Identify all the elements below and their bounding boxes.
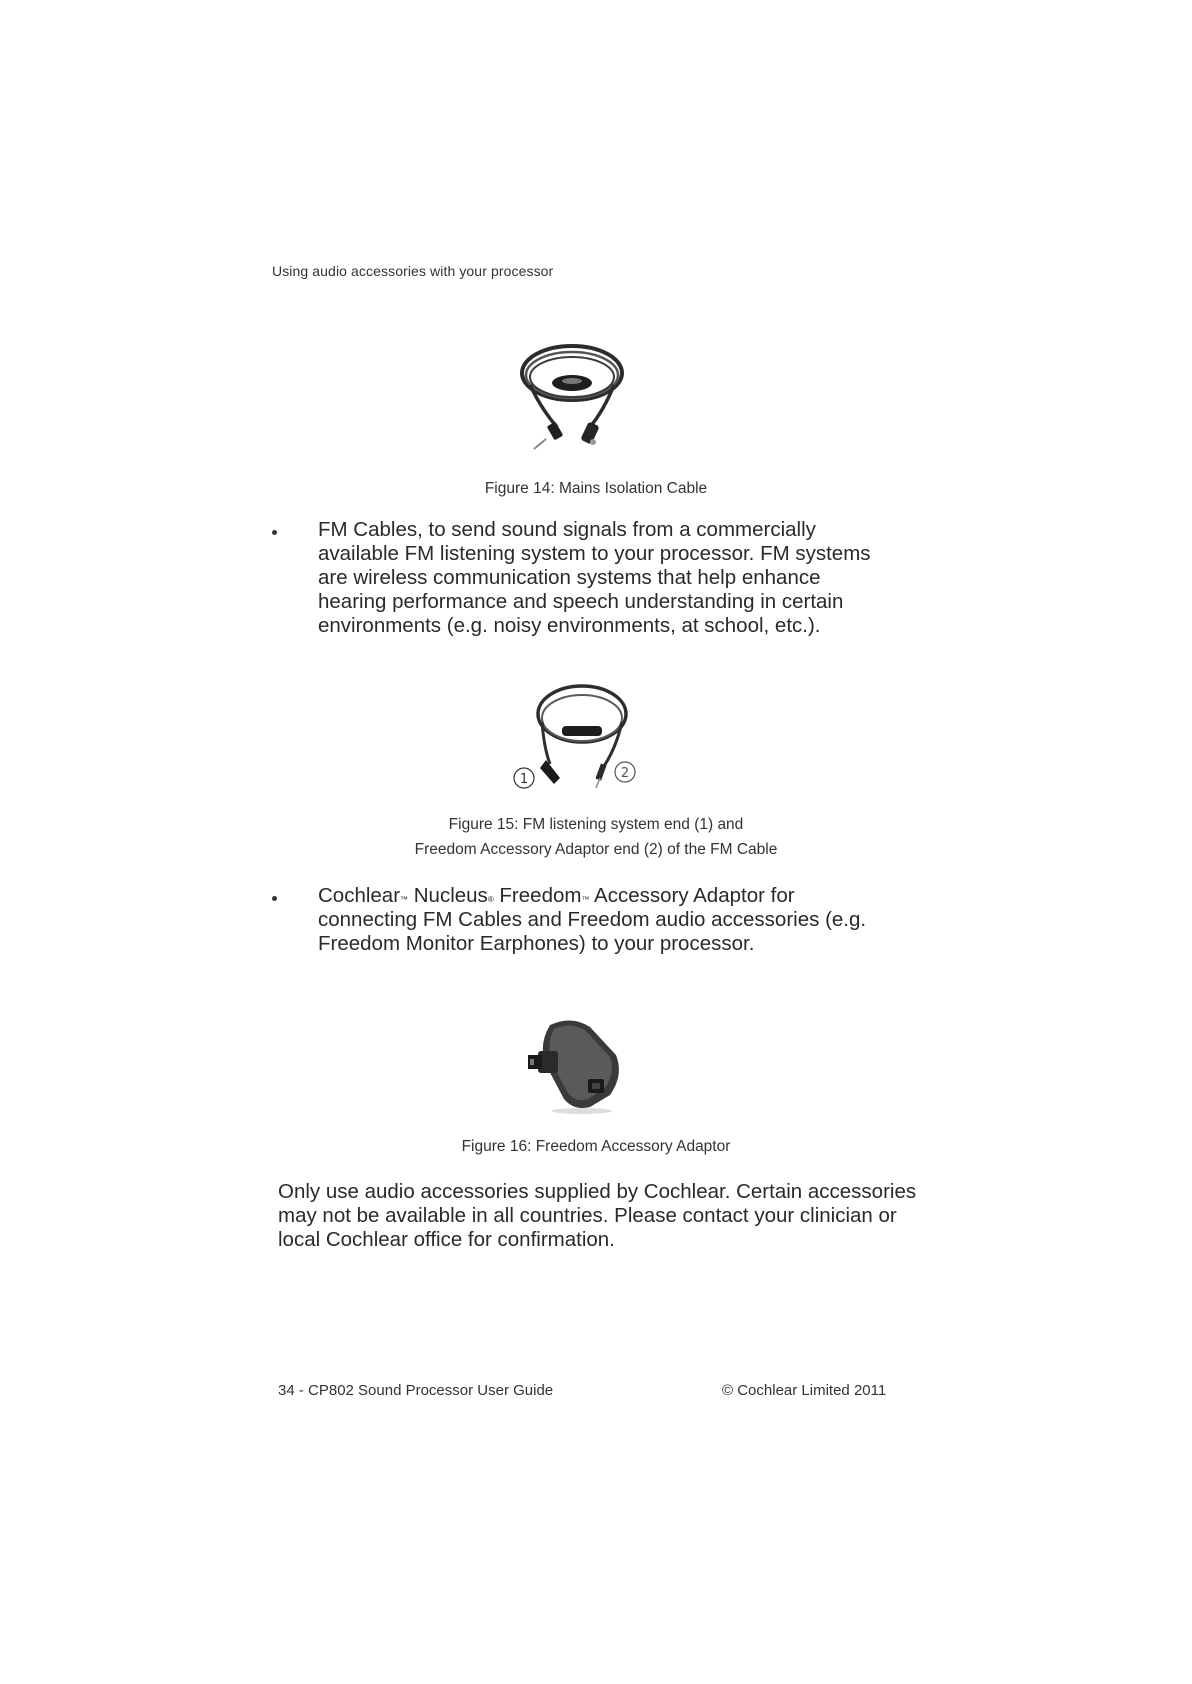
fm-cable-image: [510, 678, 650, 790]
accessory-adaptor-image: [520, 1015, 630, 1115]
usage-note: Only use audio accessories supplied by Cochlear. Certain accessories may not be available in all countries. Please contact your clinician or local Cochlear office for confirmation.: [278, 1180, 917, 1251]
bullet-icon: [272, 530, 277, 535]
bullet-adaptor-text: Cochlear™ Nucleus® Freedom™ Accessory Adaptor for connecting FM Cables and Freedom audio accessories (e.g. Freedom Monitor Earphones) to your processor.: [318, 884, 867, 955]
figure-14-caption: Figure 14: Mains Isolation Cable: [484, 480, 708, 497]
callout-1-label: 1: [519, 772, 529, 787]
mains-isolation-cable-image: [512, 335, 632, 455]
footer-copyright: © Cochlear Limited 2011: [722, 1382, 887, 1399]
figure-16-caption: Figure 16: Freedom Accessory Adaptor: [461, 1138, 731, 1155]
figure-15-caption-line2: Freedom Accessory Adaptor end (2) of the FM Cable: [414, 841, 778, 858]
section-header: Using audio accessories with your processor: [272, 263, 554, 279]
bullet-icon: [272, 896, 277, 901]
footer-page-info: 34 - CP802 Sound Processor User Guide: [278, 1382, 554, 1399]
bullet-accessory-adaptor: [272, 884, 892, 956]
callout-2-label: 2: [620, 766, 630, 781]
figure-15-caption-line1: Figure 15: FM listening system end (1) and: [448, 816, 744, 833]
bullet-fm-cables: [272, 518, 892, 638]
bullet-fm-cables-text: FM Cables, to send sound signals from a commercially available FM listening system to your processor. FM systems are wireless communication systems that help enhance hearing performance and speech understanding in certain environments (e.g. noisy environments, at school, etc.).: [318, 518, 871, 637]
